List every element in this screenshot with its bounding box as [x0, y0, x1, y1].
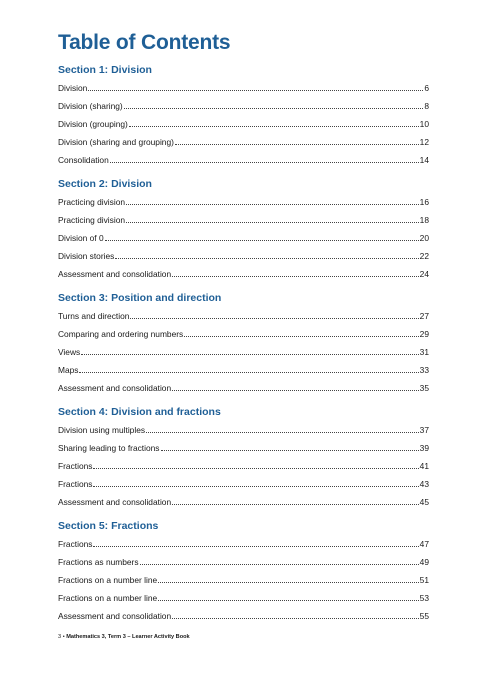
toc-entry-page-number: 6 — [424, 83, 429, 93]
toc-entry[interactable] — [58, 151, 429, 169]
dot-leader — [115, 252, 418, 259]
toc-entry[interactable] — [58, 307, 429, 325]
dot-leader — [88, 84, 423, 91]
page-title: Table of Contents — [58, 31, 231, 54]
toc-entry[interactable] — [58, 457, 429, 475]
toc-entry-page-number: 31 — [419, 347, 429, 357]
table-of-contents — [58, 61, 429, 625]
toc-entry[interactable] — [58, 439, 429, 457]
toc-entry-page-number: 47 — [419, 539, 429, 549]
toc-entry-page-number: 37 — [419, 425, 429, 435]
section-heading: Section 4: Division and fractions — [58, 406, 221, 418]
toc-entry[interactable] — [58, 553, 429, 571]
toc-entry-page-number: 53 — [419, 593, 429, 603]
dot-leader — [79, 366, 418, 373]
toc-entry[interactable] — [58, 97, 429, 115]
toc-entry-page-number: 51 — [419, 575, 429, 585]
toc-entry[interactable] — [58, 493, 429, 511]
section-heading: Section 3: Position and direction — [58, 292, 222, 304]
dot-leader — [124, 102, 424, 109]
section-heading: Section 5: Fractions — [58, 520, 159, 532]
toc-entry-page-number: 27 — [419, 311, 429, 321]
toc-entry-label: Consolidation — [58, 155, 109, 165]
toc-entry-page-number: 45 — [419, 497, 429, 507]
dot-leader — [172, 612, 419, 619]
toc-section — [58, 175, 429, 283]
toc-entry-label: Division of 0 — [58, 233, 104, 243]
dot-leader — [172, 270, 419, 277]
dot-leader — [93, 480, 418, 487]
footer-book-title: Mathematics 3, Term 3 – Learner Activity Book — [66, 634, 190, 640]
toc-entry-label: Division using multiples — [58, 425, 146, 435]
dot-leader — [172, 498, 419, 505]
toc-entry-page-number: 49 — [419, 557, 429, 567]
toc-entry[interactable] — [58, 571, 429, 589]
toc-entry[interactable] — [58, 211, 429, 229]
toc-entry-page-number: 12 — [419, 137, 429, 147]
toc-entry-label: Practicing division — [58, 215, 126, 225]
toc-entry-label: Views — [58, 347, 81, 357]
toc-entry-label: Comparing and ordering numbers — [58, 329, 184, 339]
toc-entry-page-number: 18 — [419, 215, 429, 225]
toc-entry-page-number: 35 — [419, 383, 429, 393]
toc-entry[interactable] — [58, 247, 429, 265]
dot-leader — [129, 120, 419, 127]
toc-entry-page-number: 22 — [419, 251, 429, 261]
dot-leader — [140, 558, 419, 565]
toc-section — [58, 403, 429, 511]
toc-entry[interactable] — [58, 193, 429, 211]
toc-entry[interactable] — [58, 361, 429, 379]
toc-entry-label: Assessment and consolidation — [58, 269, 172, 279]
toc-entry-label: Division (sharing and grouping) — [58, 137, 174, 147]
dot-leader — [126, 216, 419, 223]
section-heading: Section 1: Division — [58, 64, 152, 76]
toc-entry[interactable] — [58, 607, 429, 625]
toc-entry-label: Fractions — [58, 539, 93, 549]
dot-leader — [172, 384, 419, 391]
footer-page-number: 3 — [58, 634, 62, 640]
toc-entry[interactable] — [58, 265, 429, 283]
toc-entry-label: Division (sharing) — [58, 101, 123, 111]
toc-entry-page-number: 14 — [419, 155, 429, 165]
toc-entry-label: Fractions as numbers — [58, 557, 139, 567]
toc-entry-label: Maps — [58, 365, 79, 375]
dot-leader — [158, 576, 419, 583]
toc-entry-page-number: 24 — [419, 269, 429, 279]
toc-entry-page-number: 33 — [419, 365, 429, 375]
dot-leader — [93, 540, 418, 547]
toc-entry-label: Fractions on a number line — [58, 593, 158, 603]
footer-bullet: • — [62, 634, 65, 640]
toc-entry[interactable] — [58, 325, 429, 343]
toc-entry-label: Turns and direction — [58, 311, 130, 321]
toc-entry-page-number: 29 — [419, 329, 429, 339]
dot-leader — [158, 594, 419, 601]
dot-leader — [126, 198, 419, 205]
toc-entry-label: Division stories — [58, 251, 115, 261]
toc-entry[interactable] — [58, 229, 429, 247]
toc-entry[interactable] — [58, 535, 429, 553]
toc-entry-page-number: 41 — [419, 461, 429, 471]
dot-leader — [175, 138, 419, 145]
toc-entry[interactable] — [58, 115, 429, 133]
toc-entry[interactable] — [58, 343, 429, 361]
dot-leader — [81, 348, 418, 355]
toc-entry-page-number: 10 — [419, 119, 429, 129]
toc-entry-label: Fractions on a number line — [58, 575, 158, 585]
dot-leader — [146, 426, 419, 433]
dot-leader — [93, 462, 418, 469]
toc-section — [58, 517, 429, 625]
toc-entry-page-number: 8 — [424, 101, 429, 111]
dot-leader — [184, 330, 418, 337]
toc-entry-label: Practicing division — [58, 197, 126, 207]
toc-entry[interactable] — [58, 421, 429, 439]
toc-entry-label: Fractions — [58, 479, 93, 489]
toc-entry-label: Sharing leading to fractions — [58, 443, 160, 453]
toc-entry-label: Division — [58, 83, 88, 93]
dot-leader — [130, 312, 418, 319]
dot-leader — [110, 156, 419, 163]
toc-entry[interactable] — [58, 379, 429, 397]
toc-entry-page-number: 43 — [419, 479, 429, 489]
toc-section — [58, 61, 429, 169]
toc-entry-page-number: 16 — [419, 197, 429, 207]
toc-entry-label: Division (grouping) — [58, 119, 128, 129]
dot-leader — [105, 234, 419, 241]
toc-entry[interactable] — [58, 475, 429, 493]
dot-leader — [161, 444, 419, 451]
toc-entry-page-number: 55 — [419, 611, 429, 621]
toc-entry-page-number: 39 — [419, 443, 429, 453]
toc-entry[interactable] — [58, 589, 429, 607]
page-footer — [58, 634, 190, 640]
toc-entry-label: Assessment and consolidation — [58, 611, 172, 621]
toc-section — [58, 289, 429, 397]
toc-entry-label: Assessment and consolidation — [58, 497, 172, 507]
toc-entry-label: Fractions — [58, 461, 93, 471]
toc-entry[interactable] — [58, 133, 429, 151]
toc-entry[interactable] — [58, 79, 429, 97]
toc-entry-label: Assessment and consolidation — [58, 383, 172, 393]
section-heading: Section 2: Division — [58, 178, 152, 190]
toc-entry-page-number: 20 — [419, 233, 429, 243]
